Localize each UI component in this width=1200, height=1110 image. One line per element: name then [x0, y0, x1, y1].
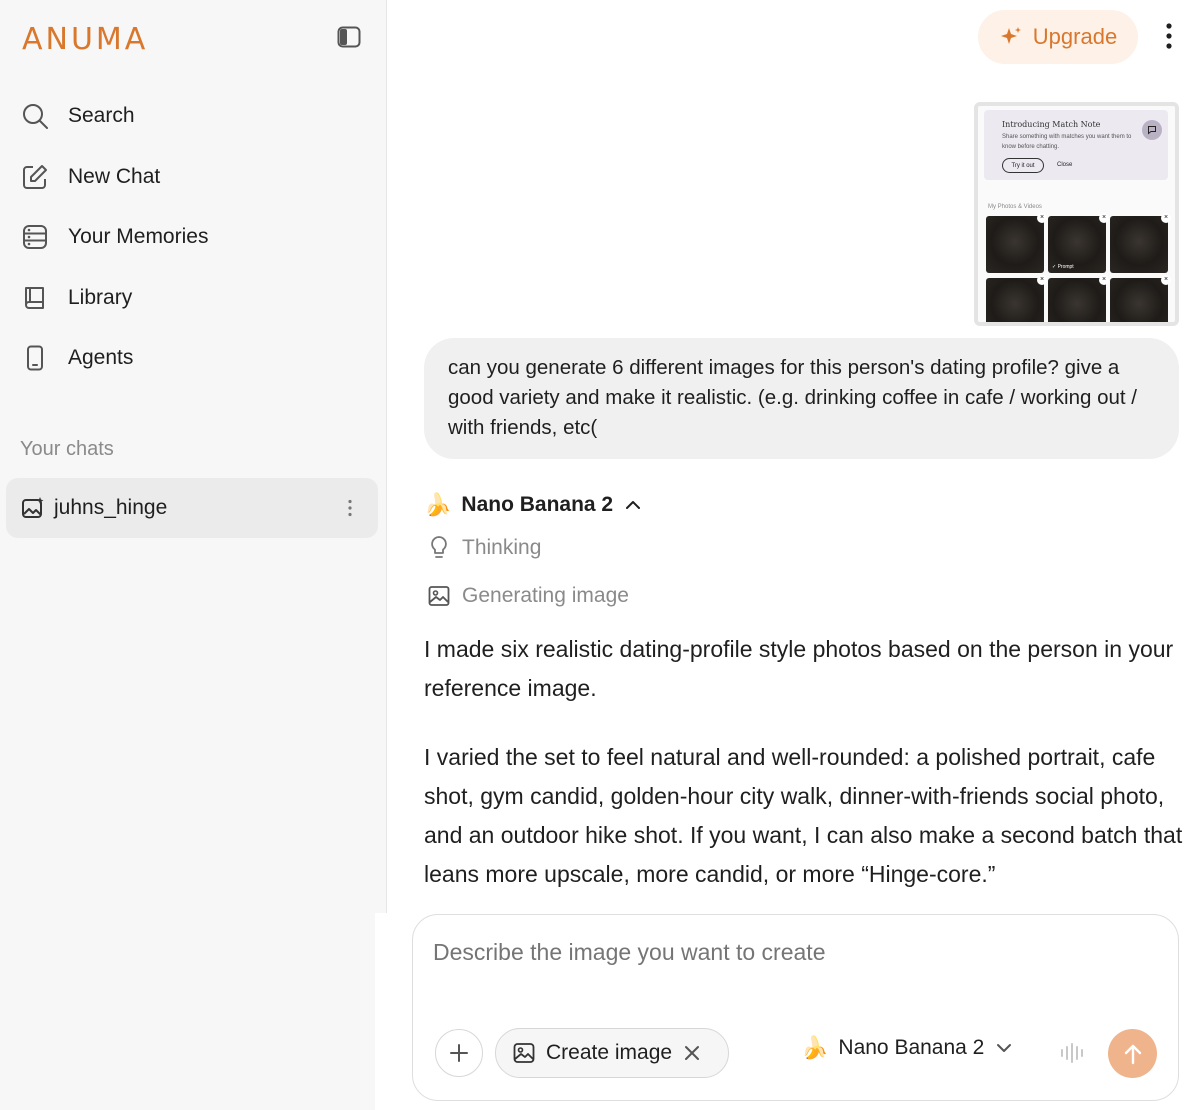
- upgrade-button[interactable]: [978, 10, 1138, 64]
- sidebar-nav: [0, 86, 387, 389]
- assistant-response: [424, 630, 1184, 915]
- response-paragraph: I varied the set to feel natural and well-rounded: a polished portrait, cafe shot, gym candid, golden-hour city walk, dinner-with-friends social photo, and an outdoor hike shot. If you want, I can also make a second batch that leans more upscale, more candid, or more “Hinge-core.”: [424, 744, 1183, 887]
- chevron-down-icon: [996, 1043, 1012, 1053]
- chat-item-label: juhns_hinge: [54, 496, 168, 519]
- upgrade-label: Upgrade: [1032, 24, 1118, 49]
- chats-section-title: Your chats: [20, 438, 114, 460]
- image-icon: [512, 1041, 536, 1065]
- profile-photo: [1048, 278, 1106, 326]
- sidebar-item-label: Your Memories: [68, 225, 209, 249]
- send-button[interactable]: [1108, 1029, 1157, 1078]
- remove-photo-icon: ×: [1099, 275, 1109, 285]
- voice-input-button[interactable]: [1059, 1039, 1085, 1067]
- phone-icon: [20, 343, 50, 373]
- profile-photo: [986, 216, 1044, 273]
- plus-icon: [449, 1043, 469, 1063]
- try-it-out-button: Try it out: [1002, 158, 1044, 173]
- model-name: Nano Banana 2: [461, 493, 614, 516]
- composer: [412, 914, 1179, 1101]
- prompt-input[interactable]: [433, 939, 1133, 966]
- search-icon: [20, 101, 50, 131]
- sidebar-item-label: Search: [68, 104, 135, 128]
- match-note-card: [984, 110, 1168, 180]
- model-response-header[interactable]: [424, 492, 641, 518]
- remove-photo-icon: ×: [1037, 275, 1047, 285]
- collapse-sidebar-button[interactable]: [336, 24, 362, 50]
- sidebar-item-search[interactable]: [0, 86, 387, 147]
- banana-icon: 🍌: [801, 1035, 829, 1060]
- chevron-up-icon: [625, 500, 641, 510]
- image-icon: [426, 583, 452, 609]
- chat-bubble-icon: [1142, 120, 1162, 140]
- prompt-tag: ✓ Prompt: [1052, 264, 1074, 270]
- thinking-step[interactable]: [426, 535, 541, 561]
- chip-label: Create image: [546, 1041, 673, 1064]
- app-logo[interactable]: ANUMA: [22, 22, 149, 57]
- remove-photo-icon: ×: [1161, 275, 1171, 285]
- remove-photo-icon: ×: [1099, 213, 1109, 223]
- sidebar-item-your-memories[interactable]: [0, 207, 387, 268]
- response-paragraph: I made six realistic dating-profile style photos based on the person in your reference image.: [424, 636, 1174, 701]
- attached-image[interactable]: [974, 102, 1179, 326]
- sparkle-icon: [999, 25, 1023, 49]
- sidebar-item-label: Library: [68, 285, 133, 309]
- remove-photo-icon: ×: [1161, 213, 1171, 223]
- match-note-description: Share something with matches you want them to know before chatting.: [1002, 134, 1132, 150]
- sidebar: [0, 0, 387, 1110]
- sidebar-item-agents[interactable]: [0, 328, 387, 389]
- step-label: Thinking: [462, 536, 542, 559]
- waveform-icon: [1060, 1042, 1084, 1064]
- more-options-icon[interactable]: [344, 496, 356, 520]
- close-icon[interactable]: [684, 1045, 700, 1061]
- user-message: [424, 338, 1179, 459]
- profile-photo: [1110, 278, 1168, 326]
- kebab-menu-icon: [1166, 22, 1172, 50]
- memories-icon: [20, 222, 50, 252]
- close-label: Close: [1057, 162, 1073, 168]
- image-sparkle-icon: [20, 495, 46, 521]
- arrow-up-icon: [1123, 1043, 1143, 1065]
- profile-photo: [1110, 216, 1168, 273]
- sidebar-item-label: New Chat: [68, 164, 161, 188]
- user-message-text: can you generate 6 different images for this person's dating profile? give a good variety and make it realistic. (e.g. drinking coffee in cafe / working out / with friends, etc(: [448, 356, 1138, 439]
- photos-section-label: My Photos & Videos: [988, 204, 1042, 210]
- sidebar-item-label: Agents: [68, 346, 134, 370]
- sidebar-item-library[interactable]: [0, 268, 387, 329]
- more-menu-button[interactable]: [1158, 20, 1180, 52]
- generating-image-step[interactable]: [426, 583, 629, 609]
- book-icon: [20, 283, 50, 313]
- add-attachment-button[interactable]: [435, 1029, 483, 1077]
- edit-icon: [20, 162, 50, 192]
- lightbulb-icon: [426, 535, 452, 561]
- photo-grid: [986, 216, 1172, 326]
- model-selector[interactable]: [801, 1035, 1012, 1061]
- match-note-title: Introducing Match Note: [1002, 120, 1101, 129]
- banana-icon: 🍌: [424, 492, 452, 517]
- step-label: Generating image: [462, 584, 629, 607]
- sidebar-toggle-icon: [337, 26, 361, 48]
- model-selector-label: Nano Banana 2: [838, 1036, 985, 1059]
- sidebar-item-new-chat[interactable]: [0, 147, 387, 208]
- chat-item-juhns-hinge[interactable]: [6, 478, 378, 538]
- profile-photo: [986, 278, 1044, 326]
- remove-photo-icon: ×: [1037, 213, 1047, 223]
- create-image-chip[interactable]: [495, 1028, 729, 1078]
- profile-photo: [1048, 216, 1106, 273]
